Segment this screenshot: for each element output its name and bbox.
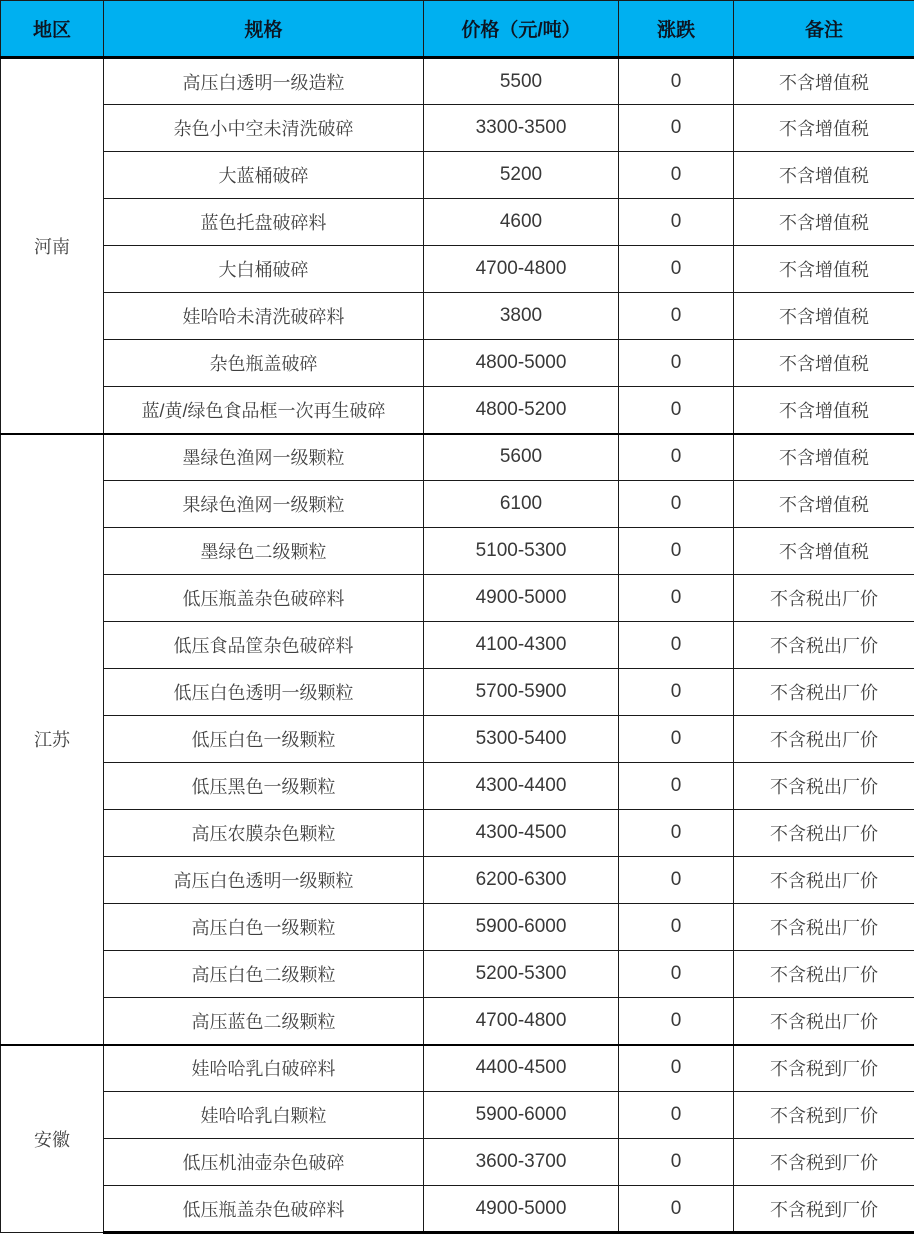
table-row — [1, 622, 914, 669]
table-body — [1, 58, 914, 1233]
spec-cell: 高压白透明一级造粒 — [104, 58, 424, 105]
price-cell: 4900-5000 — [424, 1186, 619, 1233]
change-cell: 0 — [619, 528, 734, 575]
price-cell: 5600 — [424, 434, 619, 481]
table-row — [1, 763, 914, 810]
price-cell: 4800-5000 — [424, 340, 619, 387]
price-cell: 5200-5300 — [424, 951, 619, 998]
note-cell: 不含税出厂价 — [734, 669, 914, 716]
note-cell: 不含增值税 — [734, 293, 914, 340]
note-cell: 不含增值税 — [734, 105, 914, 152]
change-cell: 0 — [619, 434, 734, 481]
change-cell: 0 — [619, 246, 734, 293]
price-cell: 3600-3700 — [424, 1139, 619, 1186]
change-cell: 0 — [619, 152, 734, 199]
header-price: 价格（元/吨） — [424, 1, 619, 58]
change-cell: 0 — [619, 669, 734, 716]
change-cell: 0 — [619, 58, 734, 105]
table-row — [1, 1186, 914, 1233]
change-cell: 0 — [619, 105, 734, 152]
spec-cell: 低压食品筐杂色破碎料 — [104, 622, 424, 669]
spec-cell: 高压白色透明一级颗粒 — [104, 857, 424, 904]
price-cell: 4800-5200 — [424, 387, 619, 434]
table-row — [1, 1045, 914, 1092]
price-cell: 4100-4300 — [424, 622, 619, 669]
spec-cell: 高压蓝色二级颗粒 — [104, 998, 424, 1045]
price-cell: 4300-4400 — [424, 763, 619, 810]
spec-cell: 娃哈哈未清洗破碎料 — [104, 293, 424, 340]
change-cell: 0 — [619, 1186, 734, 1233]
price-cell: 4700-4800 — [424, 246, 619, 293]
change-cell: 0 — [619, 1139, 734, 1186]
price-cell: 5700-5900 — [424, 669, 619, 716]
change-cell: 0 — [619, 481, 734, 528]
note-cell: 不含增值税 — [734, 434, 914, 481]
price-cell: 5900-6000 — [424, 904, 619, 951]
spec-cell: 低压白色透明一级颗粒 — [104, 669, 424, 716]
table-row — [1, 575, 914, 622]
table-row — [1, 199, 914, 246]
note-cell: 不含增值税 — [734, 481, 914, 528]
note-cell: 不含增值税 — [734, 58, 914, 105]
spec-cell: 杂色小中空未清洗破碎 — [104, 105, 424, 152]
table-row — [1, 998, 914, 1045]
table-row — [1, 528, 914, 575]
change-cell: 0 — [619, 998, 734, 1045]
spec-cell: 高压白色一级颗粒 — [104, 904, 424, 951]
note-cell: 不含税到厂价 — [734, 1092, 914, 1139]
header-note: 备注 — [734, 1, 914, 58]
spec-cell: 高压农膜杂色颗粒 — [104, 810, 424, 857]
note-cell: 不含增值税 — [734, 387, 914, 434]
spec-cell: 高压白色二级颗粒 — [104, 951, 424, 998]
spec-cell: 大蓝桶破碎 — [104, 152, 424, 199]
table-row — [1, 340, 914, 387]
note-cell: 不含增值税 — [734, 528, 914, 575]
note-cell: 不含税到厂价 — [734, 1186, 914, 1233]
change-cell: 0 — [619, 810, 734, 857]
price-cell: 3300-3500 — [424, 105, 619, 152]
spec-cell: 墨绿色二级颗粒 — [104, 528, 424, 575]
spec-cell: 大白桶破碎 — [104, 246, 424, 293]
table-row — [1, 810, 914, 857]
table-header — [1, 1, 914, 58]
header-region: 地区 — [1, 1, 104, 58]
region-cell: 安徽 — [1, 1045, 104, 1233]
change-cell: 0 — [619, 904, 734, 951]
change-cell: 0 — [619, 340, 734, 387]
change-cell: 0 — [619, 716, 734, 763]
table-row — [1, 669, 914, 716]
header-row — [1, 1, 914, 58]
table-row — [1, 152, 914, 199]
table-row — [1, 857, 914, 904]
spec-cell: 低压瓶盖杂色破碎料 — [104, 575, 424, 622]
spec-cell: 蓝/黄/绿色食品框一次再生破碎 — [104, 387, 424, 434]
spec-cell: 低压白色一级颗粒 — [104, 716, 424, 763]
note-cell: 不含税出厂价 — [734, 716, 914, 763]
note-cell: 不含增值税 — [734, 340, 914, 387]
price-cell: 4900-5000 — [424, 575, 619, 622]
spec-cell: 低压瓶盖杂色破碎料 — [104, 1186, 424, 1233]
price-cell: 4300-4500 — [424, 810, 619, 857]
spec-cell: 娃哈哈乳白破碎料 — [104, 1045, 424, 1092]
change-cell: 0 — [619, 622, 734, 669]
note-cell: 不含税到厂价 — [734, 1045, 914, 1092]
table-row — [1, 716, 914, 763]
note-cell: 不含税出厂价 — [734, 763, 914, 810]
spec-cell: 蓝色托盘破碎料 — [104, 199, 424, 246]
table-row — [1, 951, 914, 998]
header-spec: 规格 — [104, 1, 424, 58]
price-cell: 5200 — [424, 152, 619, 199]
table-row — [1, 58, 914, 105]
change-cell: 0 — [619, 1045, 734, 1092]
spec-cell: 墨绿色渔网一级颗粒 — [104, 434, 424, 481]
region-cell: 河南 — [1, 58, 104, 434]
price-cell: 6100 — [424, 481, 619, 528]
change-cell: 0 — [619, 857, 734, 904]
note-cell: 不含增值税 — [734, 199, 914, 246]
table-row — [1, 105, 914, 152]
table-row — [1, 904, 914, 951]
price-cell: 4700-4800 — [424, 998, 619, 1045]
price-cell: 3800 — [424, 293, 619, 340]
note-cell: 不含税到厂价 — [734, 1139, 914, 1186]
price-cell: 5100-5300 — [424, 528, 619, 575]
table-row — [1, 1139, 914, 1186]
spec-cell: 果绿色渔网一级颗粒 — [104, 481, 424, 528]
note-cell: 不含增值税 — [734, 152, 914, 199]
table-row — [1, 246, 914, 293]
header-change: 涨跌 — [619, 1, 734, 58]
note-cell: 不含税出厂价 — [734, 998, 914, 1045]
price-cell: 5300-5400 — [424, 716, 619, 763]
note-cell: 不含税出厂价 — [734, 622, 914, 669]
change-cell: 0 — [619, 1092, 734, 1139]
change-cell: 0 — [619, 387, 734, 434]
spec-cell: 低压黑色一级颗粒 — [104, 763, 424, 810]
table-row — [1, 434, 914, 481]
note-cell: 不含税出厂价 — [734, 904, 914, 951]
note-cell: 不含税出厂价 — [734, 810, 914, 857]
table-row — [1, 293, 914, 340]
change-cell: 0 — [619, 293, 734, 340]
spec-cell: 低压机油壶杂色破碎 — [104, 1139, 424, 1186]
price-cell: 4400-4500 — [424, 1045, 619, 1092]
table-row — [1, 387, 914, 434]
region-cell: 江苏 — [1, 434, 104, 1045]
note-cell: 不含税出厂价 — [734, 857, 914, 904]
change-cell: 0 — [619, 575, 734, 622]
table-row — [1, 481, 914, 528]
price-cell: 5900-6000 — [424, 1092, 619, 1139]
spec-cell: 娃哈哈乳白颗粒 — [104, 1092, 424, 1139]
spec-cell: 杂色瓶盖破碎 — [104, 340, 424, 387]
table-row — [1, 1092, 914, 1139]
change-cell: 0 — [619, 763, 734, 810]
change-cell: 0 — [619, 199, 734, 246]
note-cell: 不含税出厂价 — [734, 575, 914, 622]
change-cell: 0 — [619, 951, 734, 998]
note-cell: 不含增值税 — [734, 246, 914, 293]
price-cell: 5500 — [424, 58, 619, 105]
note-cell: 不含税出厂价 — [734, 951, 914, 998]
price-cell: 4600 — [424, 199, 619, 246]
price-cell: 6200-6300 — [424, 857, 619, 904]
